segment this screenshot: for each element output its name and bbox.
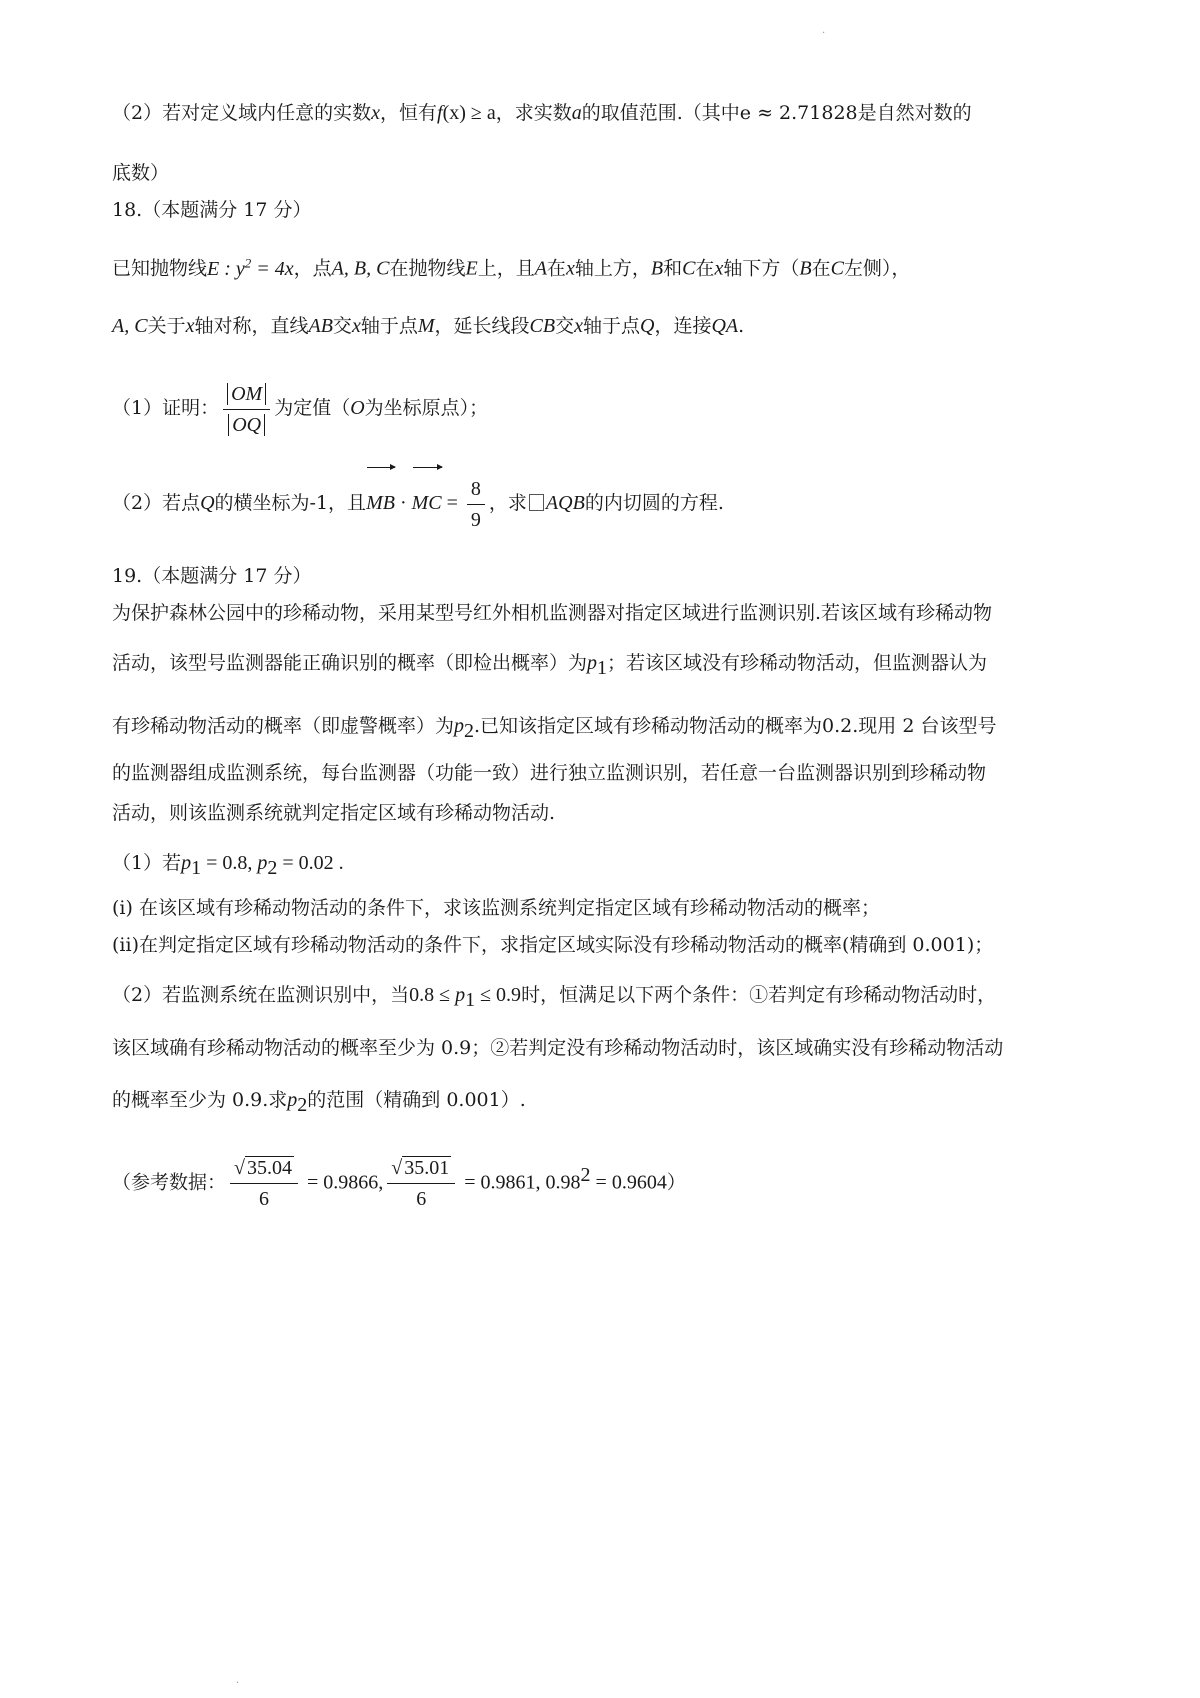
- text: .: [738, 315, 745, 337]
- math: = 4x: [251, 257, 294, 280]
- math: M: [417, 315, 435, 337]
- q19-part2-line2: 该区域确有珍稀动物活动的概率至少为 0.9；②若判定没有珍稀动物活动时，该区域确实没有珍稀动物活动: [112, 1037, 1004, 1059]
- fraction-om-oq: [223, 379, 270, 440]
- q19-reference-data: [112, 1140, 686, 1217]
- q17-part2-line2: [112, 160, 169, 186]
- sqrt-sign: √: [391, 1156, 403, 1179]
- math: ≤ 0.9: [475, 984, 522, 1006]
- math: Q: [640, 315, 655, 337]
- math-sup: 2: [580, 1164, 591, 1186]
- text: 轴于点: [583, 315, 641, 337]
- math: = 0.02 .: [277, 852, 344, 874]
- math: x: [714, 257, 724, 280]
- math-fx: (x) ≥ a: [442, 102, 496, 124]
- text: 和: [663, 257, 683, 280]
- text: 轴下方（: [723, 257, 800, 280]
- math: E : y: [207, 257, 245, 280]
- text: ）: [666, 1171, 686, 1194]
- math: x: [565, 257, 575, 280]
- q19-line3: [112, 713, 996, 744]
- text: ，延长线段: [434, 315, 530, 337]
- math: p: [587, 652, 598, 674]
- text: 轴于点: [360, 315, 418, 337]
- q19-part1-ii: (ii)在判定指定区域有珍稀动物活动的条件下，求指定区域实际没有珍稀动物活动的概率(精确到 0.001)；: [112, 934, 994, 956]
- q19-line4: 的监测器组成监测系统，每台监测器（功能一致）进行独立监测识别，若任意一台监测器识别到珍稀动物: [112, 762, 987, 784]
- text: 有珍稀动物活动的概率（即虚警概率）为: [112, 715, 455, 737]
- q19-heading: 19.（本题满分 17 分）: [112, 565, 312, 587]
- q18-stem-line2: [112, 313, 744, 339]
- math: p: [181, 852, 192, 874]
- text: （2）若点: [112, 492, 201, 514]
- text: ，连接: [654, 315, 712, 337]
- text: （1）证明：: [112, 397, 220, 419]
- math: B: [799, 257, 812, 280]
- q19-line1: 为保护森林公园中的珍稀动物，采用某型号红外相机监测器对指定区域进行监测识别.若该区域有珍稀动物: [112, 602, 993, 624]
- math: p: [454, 715, 465, 737]
- math-sup: 2: [244, 255, 252, 270]
- math: x: [185, 315, 195, 337]
- math: QA: [711, 315, 739, 337]
- text: ，求实数: [495, 102, 572, 124]
- text: 上，且: [477, 257, 535, 280]
- text: ，恒有: [379, 102, 437, 124]
- math: C: [830, 257, 844, 280]
- math: 6: [416, 1187, 427, 1210]
- text: 的内切圆的方程.: [584, 492, 724, 514]
- text: 的横坐标为-1，且: [214, 492, 367, 514]
- text: （1）若: [112, 852, 182, 874]
- fraction-8-9: [467, 474, 485, 535]
- text: 为坐标原点）；: [364, 397, 489, 419]
- math: = 0.8,: [201, 852, 258, 874]
- q19-line2: [112, 650, 987, 681]
- text: 已知抛物线: [112, 257, 208, 280]
- fraction-sqrt-3504: [230, 1153, 298, 1214]
- math: CB: [529, 315, 556, 337]
- math: = 0.9866,: [302, 1171, 384, 1194]
- text: （2）若对定义域内任意的实数: [112, 102, 372, 124]
- math: 8: [467, 474, 485, 505]
- math: 6: [259, 1187, 269, 1210]
- text: ；若该区域没有珍稀动物活动，但监测器认为: [607, 652, 988, 674]
- text: （2）若监测系统在监测识别中，当: [112, 984, 410, 1006]
- text: 时，恒满足以下两个条件：①若判定有珍稀动物活动时，: [521, 984, 997, 1006]
- text: ，求: [488, 492, 527, 514]
- math: p: [257, 852, 268, 874]
- q19-part1: [112, 850, 344, 881]
- q19-part2-line3: [112, 1087, 526, 1118]
- text: 在: [546, 257, 566, 280]
- text: 交: [332, 315, 352, 337]
- math: 35.04: [247, 1156, 292, 1179]
- math-sub: 2: [267, 856, 278, 879]
- text: 交: [555, 315, 575, 337]
- q18-part2: [112, 470, 724, 536]
- math: ·: [394, 492, 412, 514]
- math-parabola: [207, 255, 294, 280]
- math: Q: [200, 492, 215, 514]
- text: 轴对称，直线: [194, 315, 309, 337]
- text: 在抛物线: [389, 257, 466, 280]
- math-sub: 1: [191, 856, 202, 879]
- text: 在: [695, 257, 715, 280]
- text: 左侧），: [843, 257, 911, 280]
- text: ，点: [293, 257, 332, 280]
- text: 底数）: [112, 162, 170, 184]
- math-a: a: [571, 102, 582, 124]
- math: A, B, C: [331, 257, 390, 280]
- math: AB: [308, 315, 333, 337]
- q19-line5: 活动，则该监测系统就判定指定区域有珍稀动物活动.: [112, 802, 556, 824]
- math: A, C: [112, 315, 148, 337]
- vector-mb: MB: [366, 470, 395, 536]
- math: = 0.9604: [590, 1171, 667, 1194]
- math: C: [682, 257, 696, 280]
- fraction-sqrt-3501: [387, 1153, 455, 1214]
- math-sub: 1: [465, 988, 476, 1011]
- text: 的范围（精确到 0.001）.: [307, 1089, 526, 1111]
- math-sub: 2: [297, 1093, 308, 1116]
- math: =: [441, 492, 463, 514]
- math: p: [287, 1089, 298, 1111]
- text: 为定值（: [274, 397, 351, 419]
- math: AQB: [545, 492, 585, 514]
- math: O: [350, 397, 365, 419]
- math: x: [574, 315, 583, 337]
- math: 0.8 ≤: [409, 984, 456, 1006]
- math-f: f: [437, 102, 443, 124]
- scan-speck: ·: [822, 28, 826, 39]
- math: x: [351, 315, 361, 337]
- q17-part2-line1: [112, 100, 972, 126]
- math: OM: [227, 383, 266, 405]
- text: .已知该指定区域有珍稀动物活动的概率为0.2.现用 2 台该型号: [474, 715, 997, 737]
- text: 的取值范围.（其中e ≈ 2.71828是自然对数的: [581, 102, 972, 124]
- vector-mc: MC: [412, 470, 442, 536]
- text: 在: [811, 257, 831, 280]
- text: （参考数据：: [112, 1171, 227, 1194]
- math-x: x: [371, 102, 380, 124]
- math-sub: 2: [464, 719, 475, 742]
- text: 关于: [147, 315, 186, 337]
- scan-speck: ·: [236, 1678, 240, 1689]
- q19-part2-line1: [112, 982, 996, 1013]
- math: E: [465, 257, 478, 280]
- q18-heading: 18.（本题满分 17 分）: [112, 199, 312, 221]
- q19-part1-i: (i) 在该区域有珍稀动物活动的条件下，求该监测系统判定指定区域有珍稀动物活动的概率；: [112, 897, 880, 919]
- text: 轴上方，: [574, 257, 651, 280]
- sqrt-sign: √: [234, 1156, 245, 1179]
- math: OQ: [228, 414, 265, 436]
- missing-glyph-icon: [529, 494, 544, 511]
- math: B: [650, 257, 664, 280]
- math: p: [455, 984, 466, 1006]
- math: 35.01: [404, 1156, 450, 1179]
- text: 活动，该型号监测器能正确识别的概率（即检出概率）为: [112, 652, 588, 674]
- q18-stem-line1: [112, 250, 910, 282]
- q18-part1: [112, 375, 488, 441]
- text: 的概率至少为 0.9.求: [112, 1089, 288, 1111]
- math: A: [534, 257, 547, 280]
- math-sub: 1: [597, 656, 608, 679]
- math: 9: [470, 508, 481, 531]
- math: = 0.9861, 0.98: [459, 1171, 581, 1194]
